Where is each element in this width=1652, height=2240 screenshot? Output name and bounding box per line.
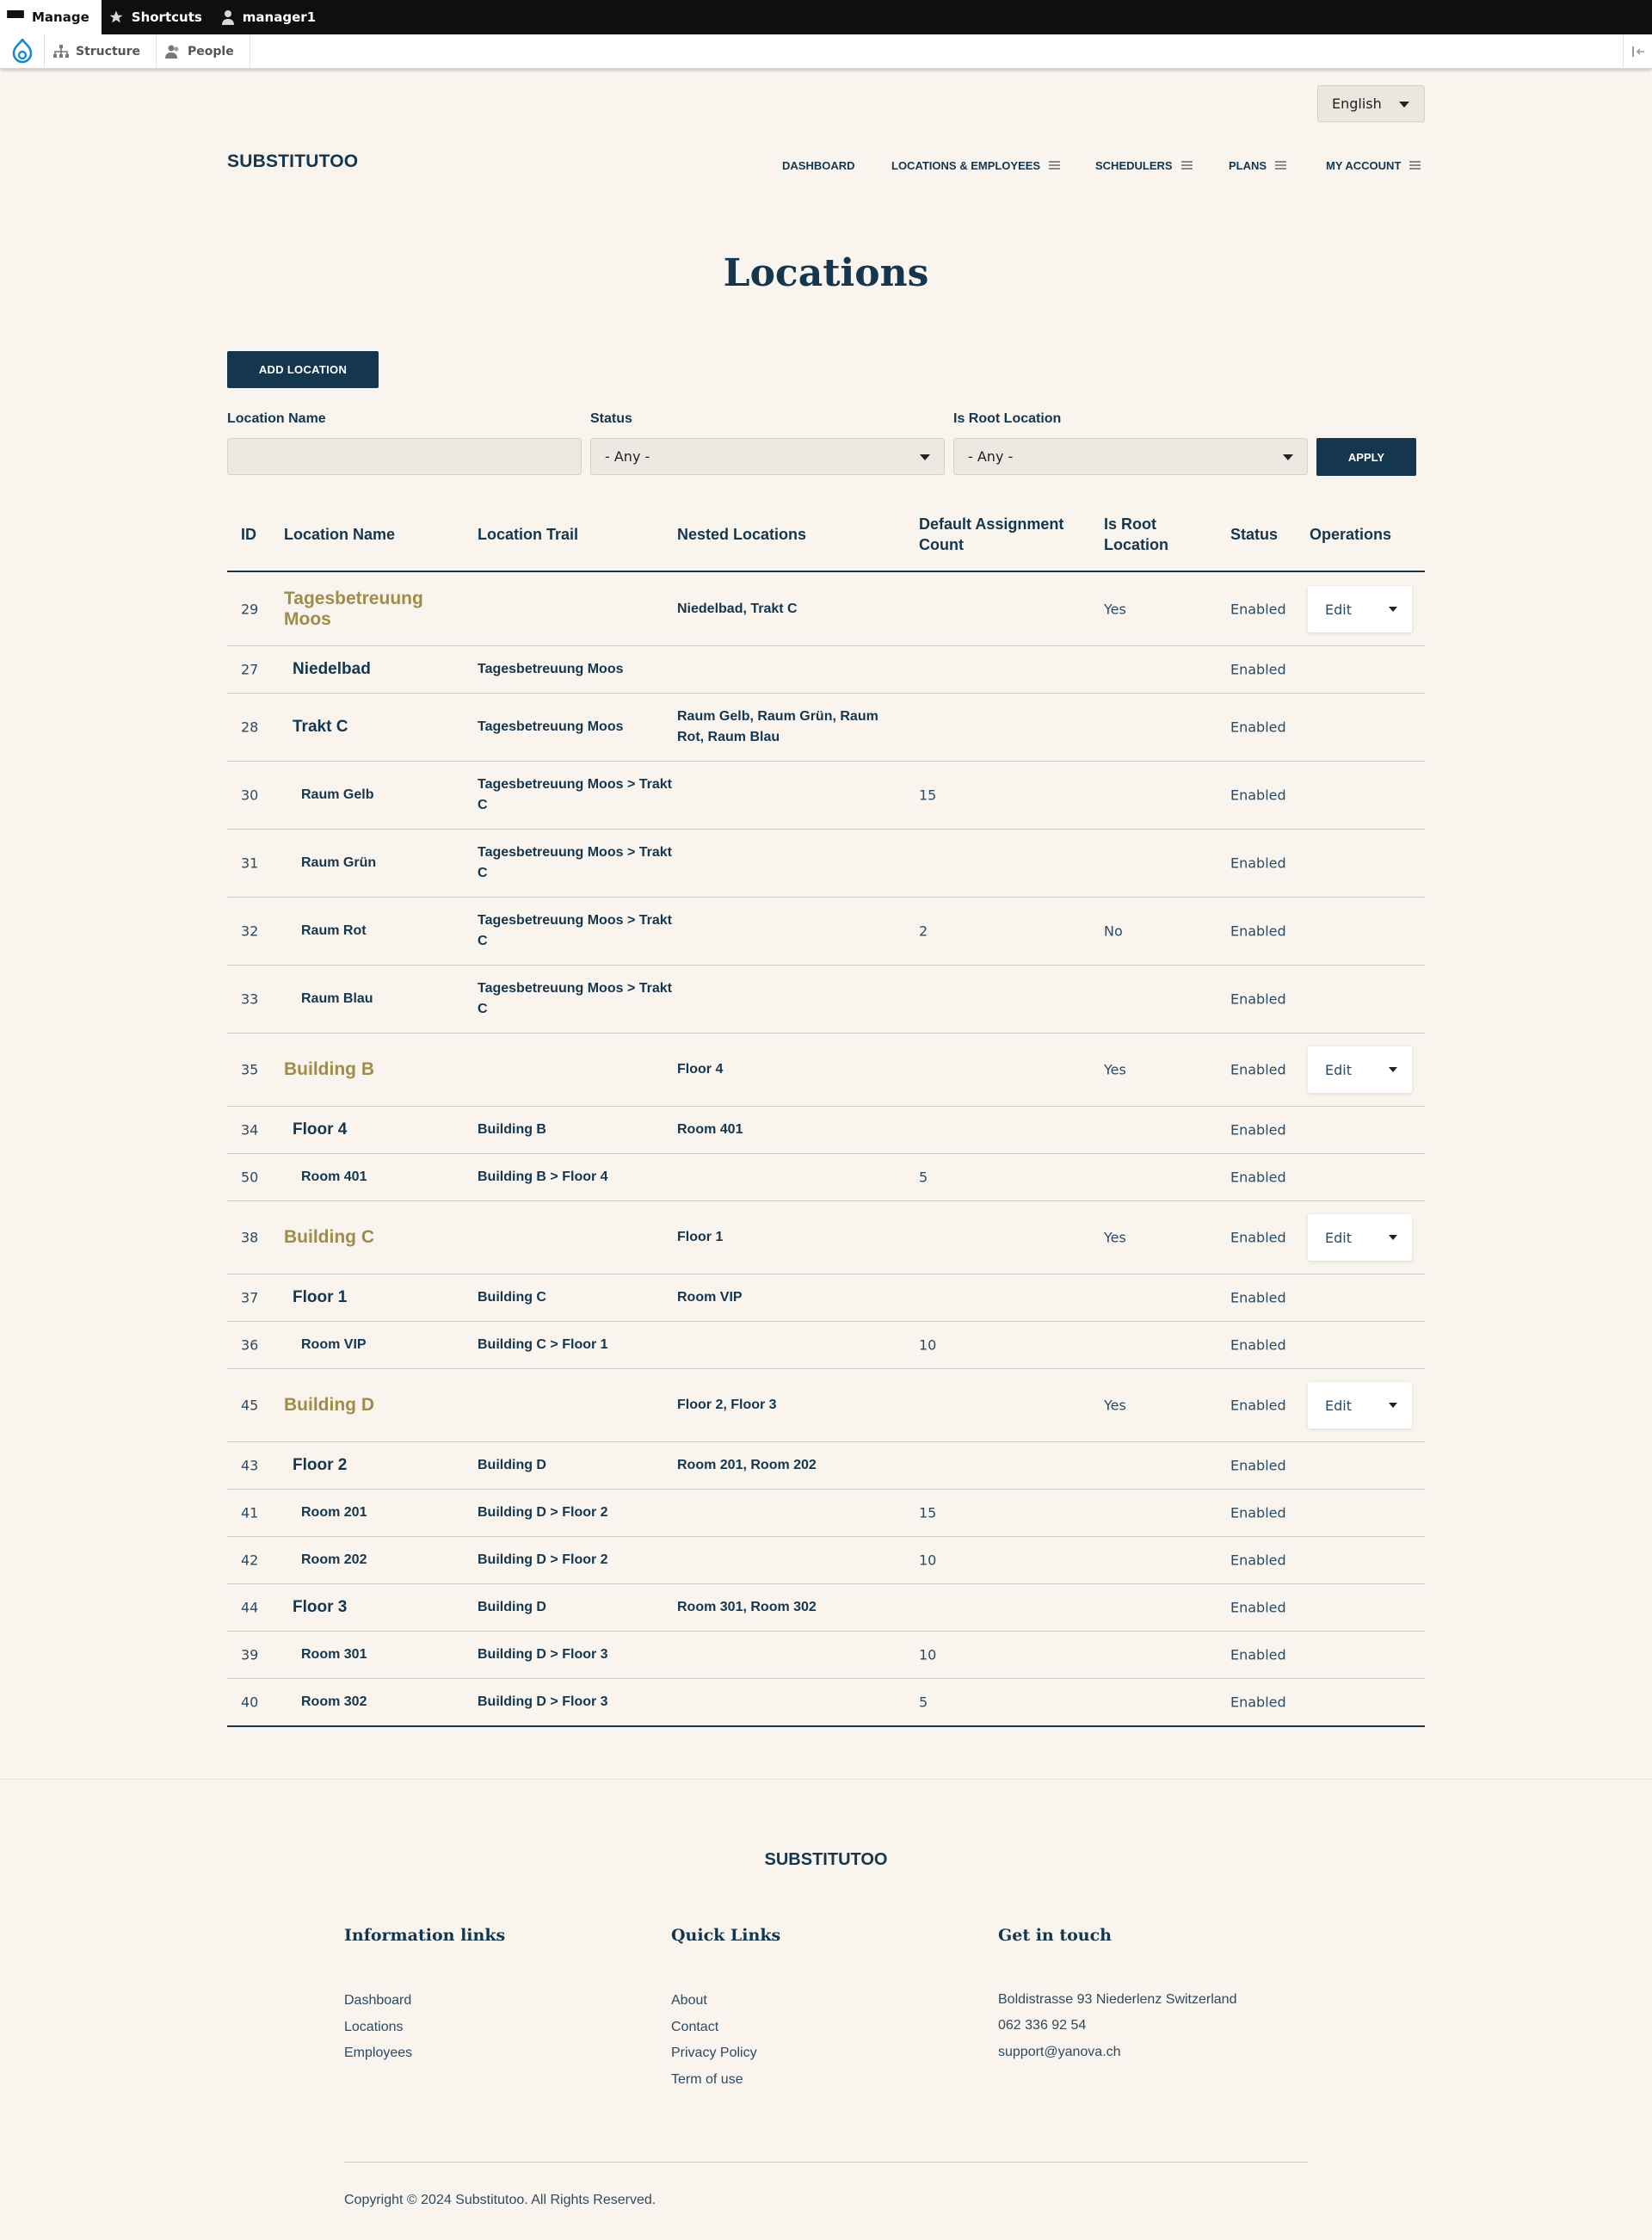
footer-bottom-divider [344, 2162, 1308, 2163]
row-id: 33 [241, 990, 259, 1008]
structure-label: Structure [76, 44, 141, 59]
row-is-root: No [1104, 923, 1123, 940]
row-nested-locations: Room VIP [677, 1290, 743, 1305]
footer-email[interactable]: support@yanova.ch [998, 2045, 1121, 2059]
table-row [227, 1322, 1425, 1369]
row-location-name: Floor 2 [293, 1456, 348, 1474]
menu-icon [1049, 161, 1060, 170]
site-brand[interactable]: SUBSTITUTOO [227, 151, 359, 171]
row-id: 30 [241, 787, 259, 804]
col-operations: Operations [1310, 526, 1392, 543]
nav-my-account[interactable]: MY ACCOUNT [1326, 155, 1421, 176]
row-location-trail: Building D > Floor 3 [478, 1694, 608, 1709]
row-status: Enabled [1230, 1229, 1286, 1246]
footer-link-contact[interactable]: Contact [671, 2020, 719, 2034]
status-label: Status [590, 411, 632, 426]
table-row [227, 573, 1425, 646]
col-default-count[interactable]: Default Assignment Count [919, 515, 1064, 553]
row-id: 37 [241, 1289, 259, 1306]
row-location-name: Building C [284, 1227, 374, 1247]
row-id: 29 [241, 601, 259, 618]
footer-contact-heading: Get in touch [998, 1926, 1112, 1945]
row-id: 32 [241, 923, 259, 940]
people-label: People [188, 44, 234, 59]
edit-label: Edit [1325, 1397, 1352, 1414]
people-icon [165, 44, 181, 59]
row-location-name: Building D [284, 1395, 374, 1415]
col-id[interactable]: ID [241, 526, 256, 543]
user-icon [221, 9, 235, 25]
row-status: Enabled [1230, 1694, 1286, 1711]
row-location-name: Room 302 [301, 1694, 367, 1709]
toggle-orientation-icon[interactable] [1623, 34, 1652, 69]
row-status: Enabled [1230, 923, 1286, 940]
caret-down-icon [920, 454, 930, 460]
row-location-trail: Tagesbetreuung Moos > Trakt C [478, 777, 672, 812]
row-location-trail: Tagesbetreuung Moos > Trakt C [478, 845, 672, 880]
table-row [227, 1584, 1425, 1632]
table-row [227, 646, 1425, 694]
edit-dropbutton[interactable] [1308, 1046, 1412, 1093]
row-status: Enabled [1230, 1061, 1286, 1078]
row-location-name: Raum Blau [301, 991, 373, 1006]
row-location-name: Room VIP [301, 1337, 367, 1352]
row-location-trail: Tagesbetreuung Moos [478, 662, 624, 676]
location-name-input[interactable] [227, 438, 582, 475]
edit-dropbutton[interactable] [1308, 586, 1412, 633]
row-id: 39 [241, 1646, 259, 1663]
row-status: Enabled [1230, 1457, 1286, 1474]
edit-dropbutton[interactable] [1308, 1382, 1412, 1429]
caret-down-icon[interactable] [1389, 1235, 1397, 1240]
row-status: Enabled [1230, 990, 1286, 1008]
edit-label: Edit [1325, 1229, 1352, 1246]
footer-link-dashboard[interactable]: Dashboard [344, 1993, 412, 2008]
table-row [227, 1369, 1425, 1442]
row-default-count: 15 [919, 1504, 937, 1521]
row-status: Enabled [1230, 1397, 1286, 1414]
user-label: manager1 [242, 9, 317, 25]
row-status: Enabled [1230, 1289, 1286, 1306]
admin-tray [0, 34, 1652, 69]
structure-icon [53, 45, 69, 59]
table-row [227, 1679, 1425, 1727]
row-location-trail: Building D > Floor 2 [478, 1505, 608, 1520]
row-default-count: 15 [919, 787, 937, 804]
status-select-value: - Any - [605, 448, 650, 465]
is-root-label: Is Root Location [953, 411, 1062, 426]
row-location-trail: Tagesbetreuung Moos [478, 719, 624, 734]
structure-link[interactable] [45, 34, 157, 69]
row-location-name: Tagesbetreuung Moos [284, 589, 423, 629]
caret-down-icon[interactable] [1389, 1403, 1397, 1408]
row-id: 45 [241, 1397, 259, 1414]
col-status[interactable]: Status [1230, 526, 1279, 543]
row-id: 44 [241, 1599, 259, 1616]
row-location-trail: Tagesbetreuung Moos > Trakt C [478, 913, 672, 948]
caret-down-icon [1283, 454, 1293, 460]
menu-icon [1275, 161, 1286, 170]
hamburger-icon [7, 10, 24, 24]
row-id: 41 [241, 1504, 259, 1521]
menu-icon [1181, 161, 1193, 170]
row-status: Enabled [1230, 1336, 1286, 1354]
row-location-name: Room 301 [301, 1647, 367, 1662]
table-row [227, 1107, 1425, 1154]
footer-address: Boldistrasse 93 Niederlenz Switzerland [998, 1992, 1237, 2007]
col-location-trail[interactable]: Location Trail [478, 526, 579, 543]
user-tab[interactable] [214, 0, 328, 34]
table-row [227, 1490, 1425, 1537]
apply-button[interactable]: APPLY [1316, 438, 1416, 476]
table-row [227, 1154, 1425, 1201]
row-location-name: Raum Rot [301, 923, 367, 938]
row-location-name: Floor 1 [293, 1288, 348, 1306]
row-nested-locations: Room 401 [677, 1122, 743, 1137]
copyright: Copyright © 2024 Substitutoo. All Rights Reserved. [344, 2193, 656, 2207]
row-location-name: Building B [284, 1059, 374, 1079]
table-row [227, 1201, 1425, 1274]
status-select[interactable] [590, 438, 945, 475]
footer-link-about[interactable]: About [671, 1993, 707, 2008]
row-id: 34 [241, 1121, 259, 1139]
row-is-root: Yes [1104, 1229, 1126, 1246]
row-status: Enabled [1230, 787, 1286, 804]
row-location-name: Room 202 [301, 1552, 367, 1567]
edit-dropbutton[interactable] [1308, 1214, 1412, 1261]
is-root-select-value: - Any - [968, 448, 1014, 465]
row-nested-locations: Floor 1 [677, 1230, 724, 1244]
star-icon [108, 9, 124, 25]
page-title: Locations [723, 251, 929, 295]
footer-brand[interactable]: SUBSTITUTOO [764, 1850, 888, 1869]
admin-toolbar [0, 0, 1652, 34]
caret-down-icon[interactable] [1389, 607, 1397, 612]
row-nested-locations: Floor 4 [677, 1062, 724, 1077]
row-status: Enabled [1230, 1599, 1286, 1616]
col-nested-locations[interactable]: Nested Locations [677, 526, 807, 543]
table-row [227, 1632, 1425, 1679]
location-name-label: Location Name [227, 411, 326, 426]
row-default-count: 10 [919, 1646, 937, 1663]
row-id: 38 [241, 1229, 259, 1246]
row-id: 31 [241, 855, 259, 872]
row-location-name: Floor 3 [293, 1598, 348, 1616]
footer-link-terms[interactable]: Term of use [671, 2072, 743, 2087]
row-location-trail: Building C [478, 1290, 546, 1305]
row-default-count: 5 [919, 1169, 928, 1186]
row-status: Enabled [1230, 1646, 1286, 1663]
row-nested-locations: Floor 2, Floor 3 [677, 1398, 777, 1412]
row-location-name: Trakt C [293, 718, 348, 736]
row-id: 42 [241, 1552, 259, 1569]
table-header [227, 508, 1425, 572]
row-location-name: Room 201 [301, 1505, 367, 1520]
table-row [227, 966, 1425, 1034]
caret-down-icon[interactable] [1389, 1067, 1397, 1072]
table-row [227, 1274, 1425, 1322]
menu-icon [1409, 161, 1421, 170]
row-is-root: Yes [1104, 601, 1126, 618]
footer-divider [0, 1779, 1652, 1780]
row-id: 50 [241, 1169, 259, 1186]
manage-label: Manage [32, 9, 89, 25]
footer-link-employees[interactable]: Employees [344, 2046, 413, 2060]
row-status: Enabled [1230, 661, 1286, 678]
footer-link-privacy[interactable]: Privacy Policy [671, 2046, 757, 2060]
add-location-button[interactable]: ADD LOCATION [227, 351, 379, 388]
row-id: 28 [241, 719, 259, 736]
language-select[interactable] [1317, 85, 1425, 122]
row-location-name: Niedelbad [293, 660, 371, 678]
table-row [227, 830, 1425, 898]
row-status: Enabled [1230, 1552, 1286, 1569]
row-nested-locations: Raum Gelb, Raum Grün, Raum Rot, Raum Blau [677, 709, 878, 744]
row-is-root: Yes [1104, 1061, 1126, 1078]
row-id: 27 [241, 661, 259, 678]
table-row [227, 762, 1425, 830]
caret-down-icon [1399, 102, 1409, 108]
footer-quick-heading: Quick Links [671, 1926, 781, 1945]
row-id: 43 [241, 1457, 259, 1474]
row-id: 36 [241, 1336, 259, 1354]
row-location-trail: Building D > Floor 3 [478, 1647, 608, 1662]
language-value: English [1332, 96, 1382, 112]
nav-dashboard[interactable]: DASHBOARD [782, 158, 855, 172]
row-location-trail: Building B > Floor 4 [478, 1169, 608, 1184]
row-is-root: Yes [1104, 1397, 1126, 1414]
row-location-name: Floor 4 [293, 1120, 348, 1139]
row-location-trail: Building D [478, 1600, 546, 1614]
footer-link-locations[interactable]: Locations [344, 2020, 404, 2034]
shortcuts-label: Shortcuts [131, 9, 202, 25]
footer-phone: 062 336 92 54 [998, 2018, 1087, 2033]
row-nested-locations: Room 301, Room 302 [677, 1600, 817, 1614]
row-location-trail: Tagesbetreuung Moos > Trakt C [478, 981, 672, 1016]
drupal-logo-icon[interactable] [0, 34, 45, 69]
row-id: 40 [241, 1694, 259, 1711]
row-status: Enabled [1230, 1169, 1286, 1186]
row-location-name: Room 401 [301, 1169, 367, 1184]
people-link[interactable] [157, 34, 250, 69]
row-default-count: 10 [919, 1552, 937, 1569]
nav-plans[interactable]: PLANS [1229, 155, 1286, 176]
row-status: Enabled [1230, 601, 1286, 618]
row-status: Enabled [1230, 719, 1286, 736]
is-root-select[interactable] [953, 438, 1308, 475]
row-status: Enabled [1230, 1121, 1286, 1139]
row-nested-locations: Niedelbad, Trakt C [677, 602, 798, 616]
edit-label: Edit [1325, 601, 1352, 618]
row-default-count: 2 [919, 923, 928, 940]
nav-locations-employees[interactable]: LOCATIONS & EMPLOYEES [891, 155, 1060, 176]
table-row [227, 1442, 1425, 1490]
nav-schedulers[interactable]: SCHEDULERS [1095, 155, 1193, 176]
row-id: 35 [241, 1061, 259, 1078]
row-location-name: Raum Gelb [301, 787, 374, 802]
manage-tab[interactable] [0, 0, 102, 34]
row-nested-locations: Room 201, Room 202 [677, 1458, 817, 1472]
table-row [227, 694, 1425, 762]
row-default-count: 5 [919, 1694, 928, 1711]
table-row [227, 898, 1425, 966]
shortcuts-tab[interactable] [102, 0, 214, 34]
row-status: Enabled [1230, 1504, 1286, 1521]
row-default-count: 10 [919, 1336, 937, 1354]
footer-info-heading: Information links [344, 1926, 506, 1945]
row-location-trail: Building D > Floor 2 [478, 1552, 608, 1567]
col-location-name[interactable]: Location Name [284, 526, 396, 543]
row-location-name: Raum Grün [301, 855, 377, 870]
row-location-trail: Building B [478, 1122, 546, 1137]
edit-label: Edit [1325, 1061, 1352, 1078]
row-location-trail: Building D [478, 1458, 546, 1472]
row-location-trail: Building C > Floor 1 [478, 1337, 608, 1352]
table-row [227, 1537, 1425, 1584]
col-is-root[interactable]: Is Root Location [1104, 515, 1168, 553]
table-row [227, 1034, 1425, 1107]
row-status: Enabled [1230, 855, 1286, 872]
